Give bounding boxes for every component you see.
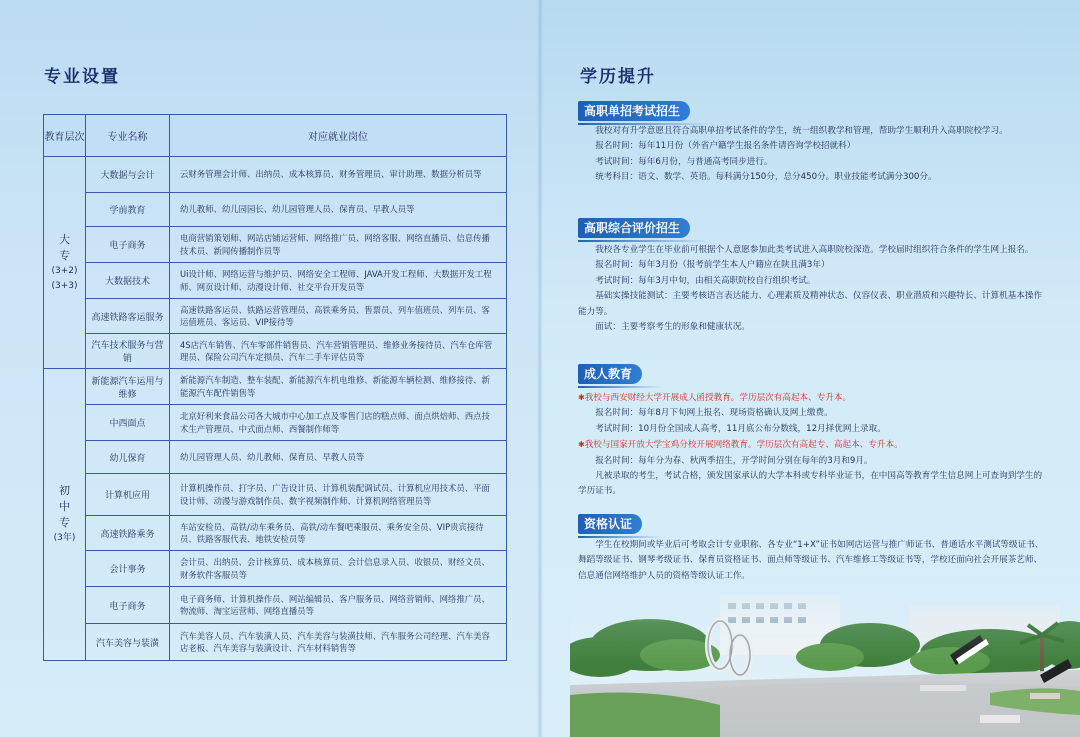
table-row: [44, 263, 507, 299]
table-row: [44, 299, 507, 334]
major-name-cell: 学前教育: [86, 193, 170, 227]
header-name: 专业名称: [86, 115, 170, 157]
major-name-cell: 高速铁路客运服务: [86, 299, 170, 334]
campus-illustration: [570, 575, 1080, 737]
major-name-cell: 电子商务: [86, 227, 170, 263]
paragraph: 考试时间：每年6月份，与普通高考同步进行。: [595, 156, 773, 167]
jobs-cell: 新能源汽车制造、整车装配、新能源汽车机电维修、新能源车辆检测、维修接待、新能源汽车配件销售等: [170, 369, 507, 405]
table-row: [44, 587, 507, 624]
paragraph: 报名时间：每年3月份（报考前学生本人户籍应在陕且满3年）: [595, 260, 830, 271]
jobs-cell: 电商营销策划师、网站店铺运营师、网络推广员、网络客服、网络直播员、信息传播技术员、新闻传播制作员等: [170, 227, 507, 263]
paragraph: 考试时间：10月份全国成人高考，11月底公布分数线，12月择优网上录取。: [595, 423, 886, 434]
jobs-cell: 计算机操作员、打字员、广告设计员、计算机装配调试员、计算机应用技术员、平面设计师、动漫与游戏制作员、数字视频制作师、计算机网络管理员等: [170, 474, 507, 516]
table-row: [44, 369, 507, 405]
education-level-sub: (3年): [53, 533, 76, 543]
table-row: [44, 624, 507, 661]
majors-table: [43, 114, 507, 661]
major-name-cell: 大数据技术: [86, 263, 170, 299]
paragraph: 学生在校期间或毕业后可考取会计专业职称、各专业“1+X”证书如网店运营与推广师证书、普通话水平测试等级证书、舞蹈等级证书、钢琴考级证书、保育员资格证书、面点师等级证书、汽车维修工等级证书等，学校还面向社会开展茶艺师、: [578, 540, 1044, 566]
table-row: [44, 334, 507, 369]
jobs-cell: 电子商务师、计算机操作员、网站编辑员、客户服务员、网络营销师、网络推广员、物流师、淘宝运营师、网络直播员等: [170, 587, 507, 624]
paragraph: 我校各专业学生在毕业前可根据个人意愿参加此类考试进入高职院校深造。学校届时组织符合条件的学生网上报名。: [595, 245, 1034, 255]
paragraph: 考试时间：每年3月中旬，由相关高职院校自行组织考试。: [595, 275, 816, 286]
page-fold: [537, 0, 543, 737]
jobs-cell: 幼儿园管理人员、幼儿教师、保育员、早教人员等: [170, 441, 507, 474]
major-name-cell: 幼儿保育: [86, 441, 170, 474]
jobs-cell: 会计员、出纳员、会计核算员、成本核算员、会计信息录入员、收银员、财经文员、财务软件客服员等: [170, 551, 507, 587]
major-name-cell: 电子商务: [86, 587, 170, 624]
education-level-label: 大 专: [59, 232, 70, 262]
section-adult-education: [578, 390, 1048, 500]
jobs-cell: 汽车美容人员、汽车装潢人员、汽车美容与装潢技师、汽车服务公司经理、汽车美容店老板、汽车美容与装潢设计、汽车材料销售等: [170, 624, 507, 661]
header-jobs: 对应就业岗位: [170, 115, 507, 157]
jobs-cell: 北京好利来食品公司各大城市中心加工点及零售门店的糕点师、面点烘焙师、西点技术生产管理员、中式面点师、西餐制作师等: [170, 405, 507, 441]
header-level: 教育层次: [44, 115, 86, 157]
education-level-sub: (3+3): [51, 280, 78, 291]
table-row: [44, 193, 507, 227]
major-name-cell: 汽车技术服务与营销: [86, 334, 170, 369]
star-icon: ✱: [578, 440, 585, 450]
page-title-education: 学历提升: [580, 67, 656, 87]
tab-single-exam: 高职单招考试招生: [578, 101, 690, 121]
jobs-cell: 4S店汽车销售、汽车零部件销售员、汽车营销管理员、维修业务接待员、汽车仓库管理员、保险公司汽车定损员、汽车二手车评估员等: [170, 334, 507, 369]
table-header-row: [44, 115, 507, 157]
page-title-majors: 专业设置: [44, 67, 120, 87]
education-level-cell: [44, 369, 86, 661]
tab-adult-education: 成人教育: [578, 364, 642, 384]
highlight-line: ✱我校与国家开放大学宝鸡分校开展网络教育。学历层次有高起专、高起本、专升本。: [578, 440, 903, 451]
table-row: [44, 474, 507, 516]
jobs-cell: 车站安检员、高铁/动车乘务员、高铁/动车餐吧乘服员、乘务安全员、VIP贵宾接待员、铁路客服代表、地铁安检员等: [170, 516, 507, 551]
highlight-line: ✱我校与西安财经大学开展成人函授教育。学历层次有高起本、专升本。: [578, 393, 852, 403]
major-name-cell: 会计事务: [86, 551, 170, 587]
tab-comprehensive: 高职综合评价招生: [578, 218, 690, 238]
major-name-cell: 中西面点: [86, 405, 170, 441]
major-name-cell: 计算机应用: [86, 474, 170, 516]
jobs-cell: 高速铁路客运员、铁路运营管理员、高铁乘务员、售票员、列车值班员、列车员、客运值班员、客运员、VIP接待等: [170, 299, 507, 334]
section-single-exam: [578, 124, 1048, 186]
education-level-label: 初 中 专: [59, 484, 70, 529]
table-row: [44, 405, 507, 441]
table-row: [44, 516, 507, 551]
education-level-cell: [44, 157, 86, 369]
jobs-cell: 云财务管理会计师、出纳员、成本核算员、财务管理员、审计助理、数据分析员等: [170, 157, 507, 193]
star-icon: ✱: [578, 393, 585, 402]
major-name-cell: 汽车美容与装潢: [86, 624, 170, 661]
tab-certification: 资格认证: [578, 514, 642, 534]
paragraph: 报名时间：每年分为春、秋两季招生，开学时间分别在每年的3月和9月。: [595, 455, 873, 466]
paragraph: 基础实操技能测试：主要考核语言表达能力、心理素质及精神状态、仪容仪表、职业潜质和兴趣特长、计算机基本操作能力等。: [578, 291, 1043, 317]
paragraph: 我校对有升学意愿且符合高职单招考试条件的学生，统一组织教学和管理，帮助学生顺利升入高职院校学习。: [595, 126, 1008, 136]
education-level-sub: (3+2): [51, 265, 78, 276]
table-row: [44, 227, 507, 263]
campus-photo: [570, 575, 1080, 737]
paragraph: 统考科目：语文、数学、英语。每科满分150分，总分450分。职业技能考试满分300分。: [595, 172, 937, 183]
jobs-cell: 幼儿教师、幼儿园园长、幼儿园管理人员、保育员、早教人员等: [170, 193, 507, 227]
major-name-cell: 新能源汽车运用与维修: [86, 369, 170, 405]
major-name-cell: 大数据与会计: [86, 157, 170, 193]
majors-table-body: [44, 157, 507, 661]
table-row: [44, 157, 507, 193]
table-row: [44, 441, 507, 474]
major-name-cell: 高速铁路乘务: [86, 516, 170, 551]
paragraph: 报名时间：每年8月下旬网上报名、现场资格确认及网上缴费。: [595, 408, 833, 419]
section-comprehensive: [578, 243, 1048, 335]
table-row: [44, 551, 507, 587]
paragraph: 报名时间：每年11月份（外省户籍学生报名条件请咨询学校招就科）: [595, 141, 856, 152]
paragraph: 面试：主要考察考生的形象和健康状况。: [595, 322, 750, 333]
jobs-cell: Ui设计师、网络运营与维护员、网络安全工程师、JAVA开发工程师、大数据开发工程师、网页设计师、动漫设计师、社交平台开发员等: [170, 263, 507, 299]
paragraph: 凡被录取的考生，考试合格，颁发国家承认的大学本科或专科毕业证书，在中国高等教育学生信息网上可查询到学生的学历证书。: [578, 471, 1043, 497]
